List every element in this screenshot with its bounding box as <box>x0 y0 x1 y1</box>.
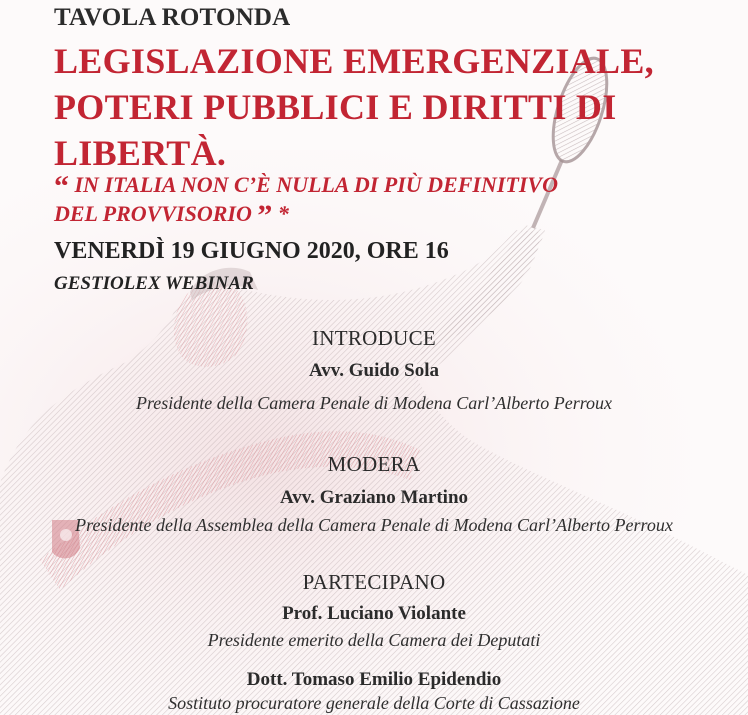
event-type: TAVOLA ROTONDA <box>54 4 291 31</box>
speaker-role: Presidente della Assemblea della Camera Penale di Modena Carl’Alberto Perroux <box>75 515 673 535</box>
quote-text-1: IN ITALIA NON C’È NULLA DI PIÙ DEFINITIVO <box>74 172 558 197</box>
speaker-name: Avv. Guido Sola <box>308 360 440 381</box>
title-line-3: LIBERTÀ. <box>54 133 227 173</box>
speaker-name: Avv. Graziano Martino <box>279 487 469 508</box>
section-heading-partecipano: PARTECIPANO <box>302 570 446 594</box>
event-venue: GESTIOLEX WEBINAR <box>54 273 254 294</box>
title-line-1: LEGISLAZIONE EMERGENZIALE, <box>54 41 654 81</box>
speaker-role: Presidente emerito della Camera dei Deputati <box>207 630 541 650</box>
open-quote-mark: “ <box>54 170 69 203</box>
section-heading-modera: MODERA <box>327 452 421 476</box>
speaker-role: Presidente della Camera Penale di Modena Carl’Alberto Perroux <box>135 393 613 413</box>
close-quote-mark: ” <box>257 199 273 232</box>
title-line-2: POTERI PUBBLICI E DIRITTI DI <box>54 87 617 127</box>
speaker-name: Prof. Luciano Violante <box>282 603 466 624</box>
speaker-role: Sostituto procuratore generale della Corte di Cassazione <box>168 693 580 713</box>
section-heading-introduce: INTRODUCE <box>311 326 437 350</box>
quote-footnote-mark: * <box>277 201 289 226</box>
quote-text-2: DEL PROVVISORIO <box>54 201 252 226</box>
event-date: VENERDÌ 19 GIUGNO 2020, ORE 16 <box>54 238 449 264</box>
quote-line-1 <box>54 170 558 203</box>
quote-line-2 <box>54 199 289 232</box>
speaker-name: Dott. Tomaso Emilio Epidendio <box>246 669 502 690</box>
